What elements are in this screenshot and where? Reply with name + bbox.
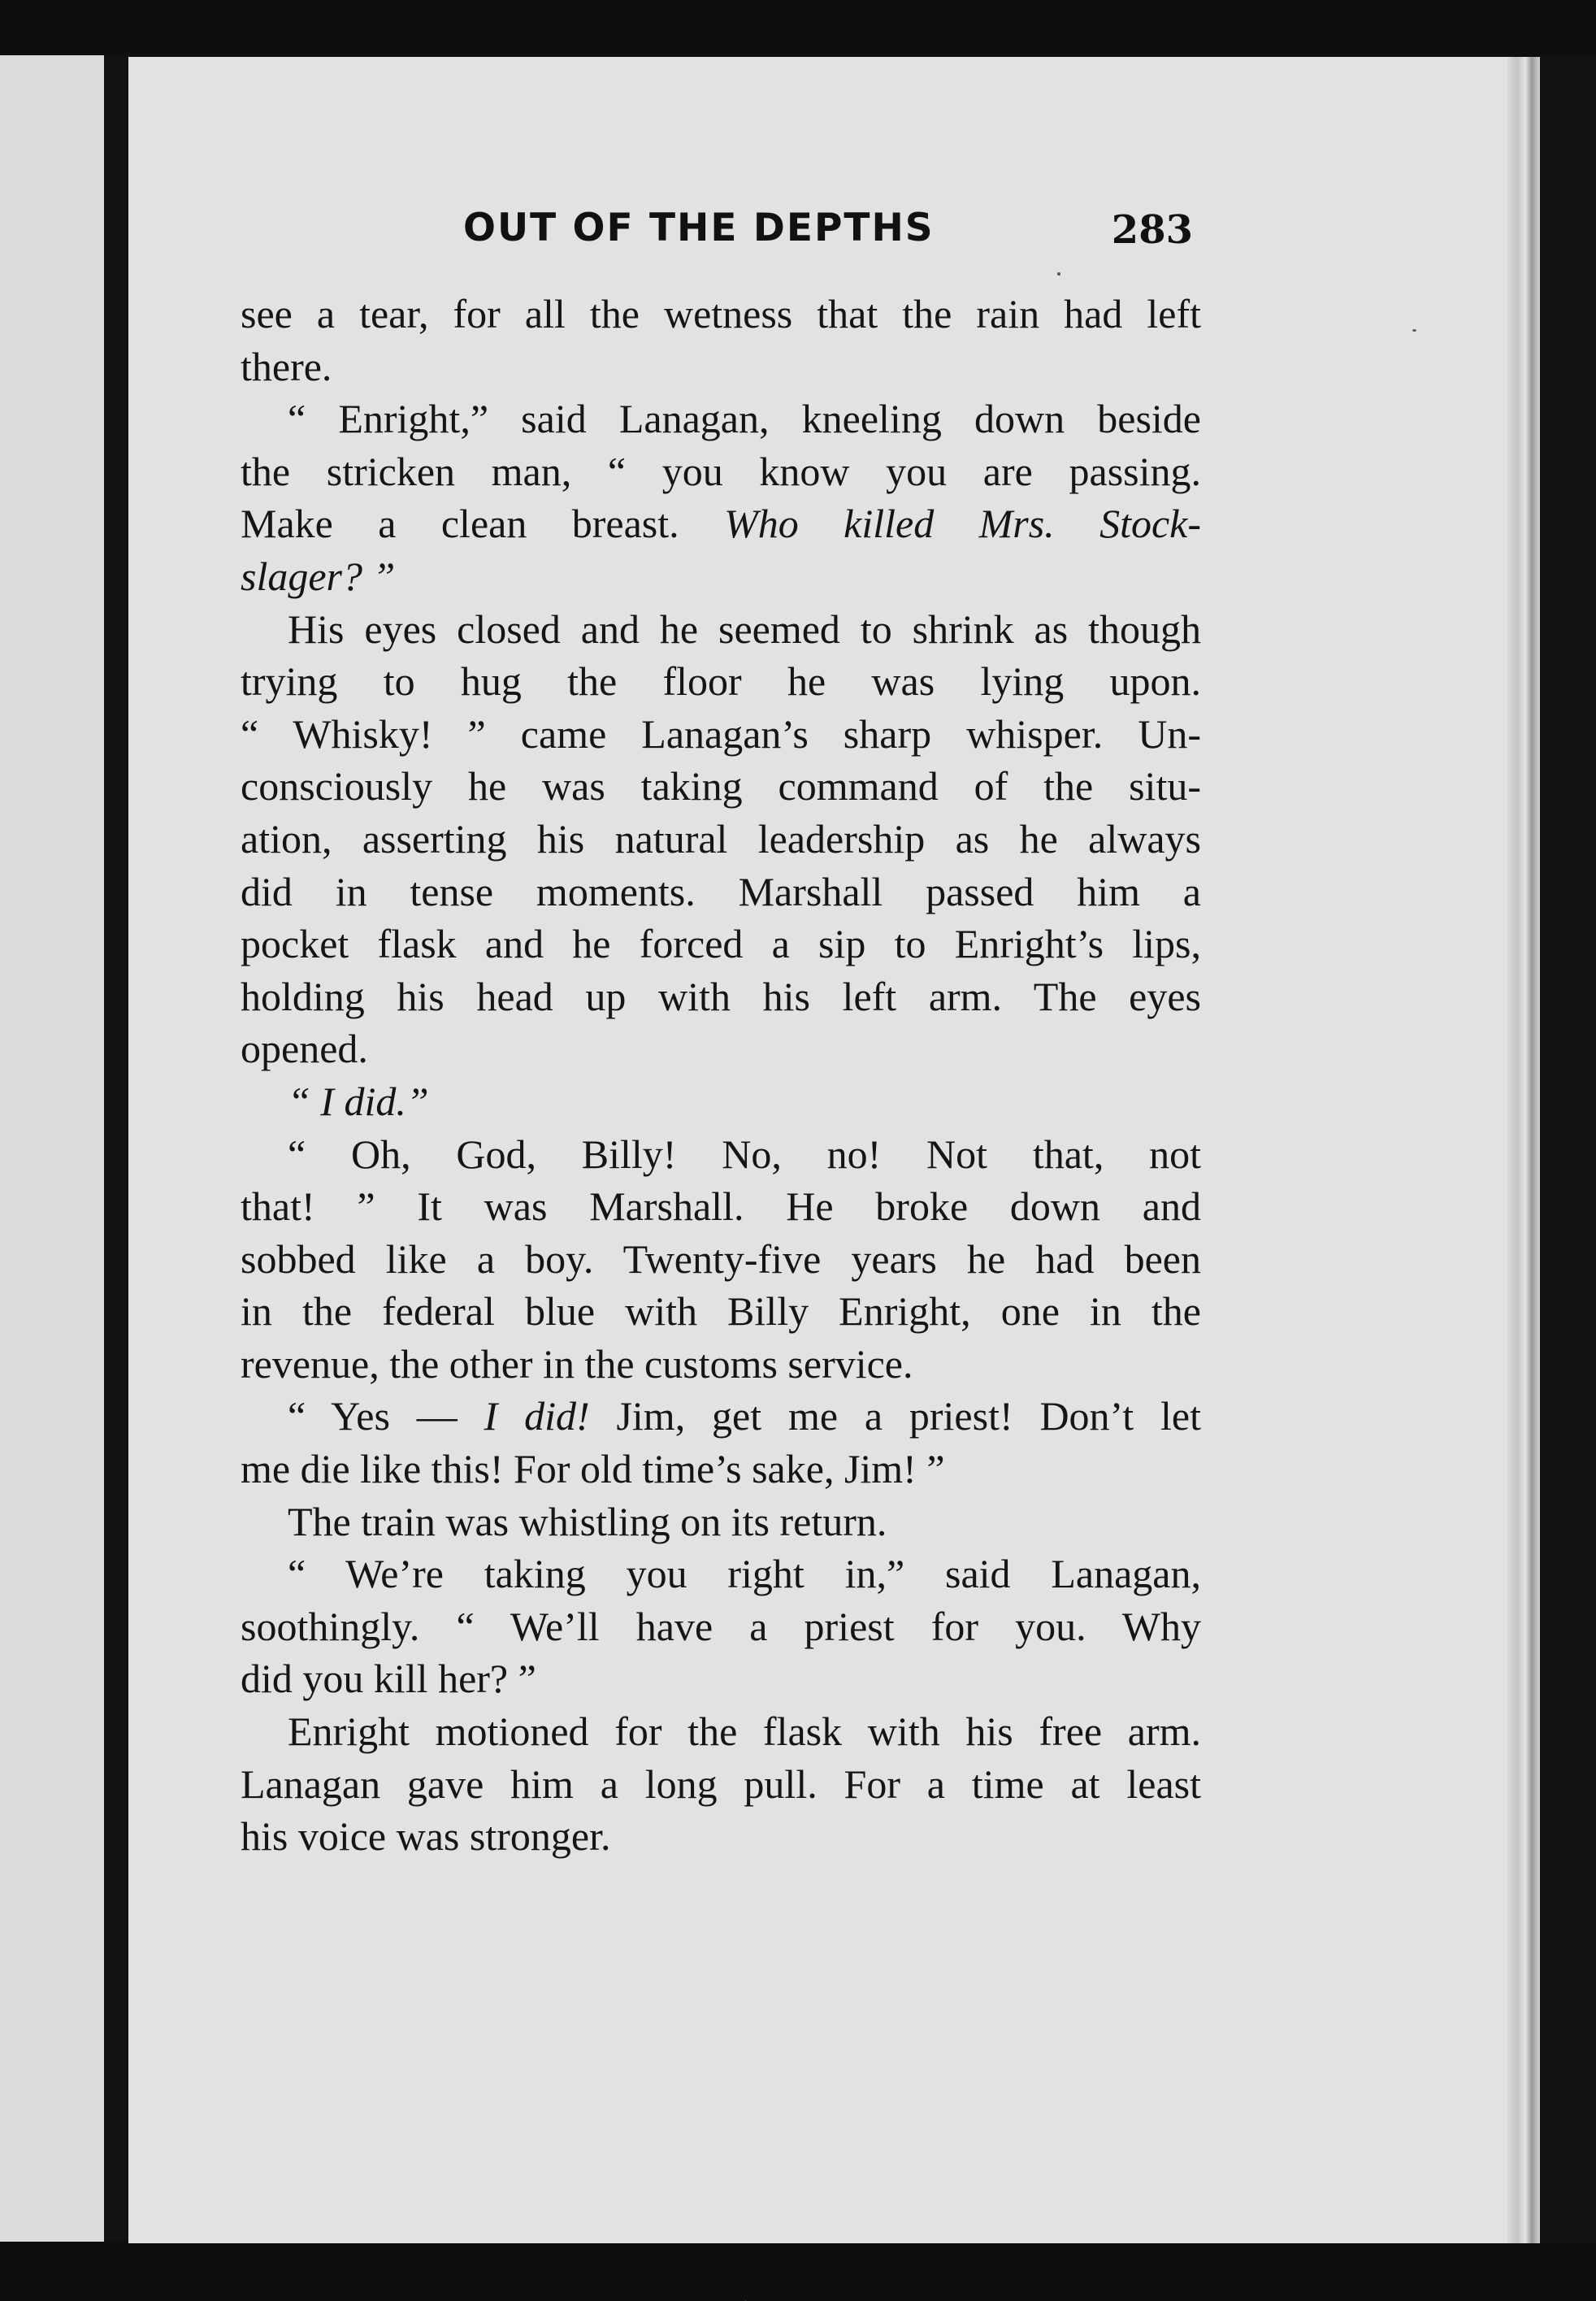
text-line (241, 1285, 1201, 1338)
paragraph (241, 1128, 1201, 1391)
print-speck (1057, 272, 1060, 276)
text-run: see a tear, for all the wetness that the rain had left (241, 291, 1201, 336)
text-line (241, 341, 1201, 393)
text-run: pocket flask and he forced a sip to Enright’s lips, (241, 921, 1201, 967)
text-line (241, 497, 1201, 550)
paragraph (241, 393, 1201, 602)
text-line (241, 1600, 1201, 1653)
text-line (241, 1443, 1201, 1496)
facing-page-edge (0, 55, 104, 2242)
paragraph (241, 603, 1201, 1075)
text-line (241, 1705, 1201, 1758)
text-line (241, 1338, 1201, 1391)
text-line (241, 1075, 1201, 1128)
text-run: soothingly. “ We’ll have a priest for you. Why (241, 1603, 1201, 1649)
text-run: “ Oh, God, Billy! No, no! Not that, not (288, 1131, 1201, 1177)
text-line (241, 1128, 1201, 1181)
text-line (241, 813, 1201, 866)
text-run: consciously he was taking command of the situ- (241, 763, 1201, 810)
paragraph (241, 1548, 1201, 1705)
text-run: in the federal blue with Billy Enright, one in the (241, 1288, 1201, 1335)
text-run: slager? ” (241, 553, 396, 599)
text-run: Who killed Mrs. Stock- (724, 501, 1202, 547)
text-run: Enright motioned for the flask with his free arm. (288, 1708, 1201, 1755)
text-run: “ Whisky! ” came Lanagan’s sharp whisper. Un- (241, 710, 1201, 757)
paragraph (241, 288, 1201, 393)
text-line (241, 550, 1201, 603)
text-run: his voice was stronger. (241, 1813, 611, 1860)
paragraph (241, 1075, 1201, 1128)
text-run: I did! (484, 1393, 590, 1439)
body-text (241, 288, 1201, 1863)
text-run: did you kill her? ” (241, 1656, 536, 1702)
text-run: sobbed like a boy. Twenty-five years he had been (241, 1235, 1201, 1282)
page-edge-shadow (1507, 57, 1540, 2243)
print-speck (1412, 329, 1416, 332)
text-line (241, 1180, 1201, 1233)
text-line (241, 1652, 1201, 1705)
text-run: The train was whistling on its return. (288, 1498, 887, 1544)
text-run: there. (241, 343, 332, 389)
text-line (241, 603, 1201, 656)
text-line (241, 1022, 1201, 1075)
text-line (241, 1233, 1201, 1286)
page-header (241, 199, 1201, 264)
text-run: holding his head up with his left arm. The eyes (241, 973, 1201, 1019)
text-line (241, 1496, 1201, 1548)
paragraph (241, 1496, 1201, 1548)
text-line (241, 866, 1201, 918)
paragraph (241, 1705, 1201, 1863)
text-line (241, 1810, 1201, 1863)
text-run: “ I did.” (288, 1078, 429, 1124)
text-line (241, 1390, 1201, 1443)
text-line (241, 288, 1201, 341)
text-run: that! ” It was Marshall. He broke down and (241, 1183, 1201, 1230)
running-head: OUT OF THE DEPTHS (463, 206, 935, 250)
text-run: the stricken man, “ you know you are passing. (241, 448, 1201, 494)
text-run: Jim, get me a priest! Don’t let (589, 1393, 1202, 1439)
text-line (241, 760, 1201, 813)
text-run: did in tense moments. Marshall passed him a (241, 868, 1201, 914)
paragraph (241, 1390, 1201, 1495)
text-line (241, 445, 1201, 498)
text-line (241, 393, 1201, 445)
text-line (241, 655, 1201, 708)
text-line (241, 1758, 1201, 1811)
text-line (241, 918, 1201, 970)
text-line (241, 1548, 1201, 1600)
text-line (241, 970, 1201, 1023)
text-run: “ Yes — (288, 1393, 484, 1439)
text-run: Make a clean breast. (241, 501, 725, 547)
text-run: Lanagan gave him a long pull. For a time at least (241, 1760, 1201, 1807)
text-run: revenue, the other in the customs service. (241, 1340, 913, 1387)
text-run: His eyes closed and he seemed to shrink as though (288, 606, 1201, 652)
text-run: “ Enright,” said Lanagan, kneeling down beside (288, 396, 1201, 442)
scan-border (1540, 57, 1596, 2243)
book-spine-shadow (104, 55, 128, 2242)
text-run: trying to hug the floor he was lying upon. (241, 658, 1201, 705)
text-run: opened. (241, 1026, 368, 1072)
text-run: me die like this! For old time’s sake, Jim! ” (241, 1446, 945, 1492)
page-number: 283 (1111, 207, 1193, 253)
text-run: ation, asserting his natural leadership as he always (241, 815, 1201, 862)
text-line (241, 708, 1201, 761)
text-run: “ We’re taking you right in,” said Lanagan, (288, 1551, 1201, 1597)
